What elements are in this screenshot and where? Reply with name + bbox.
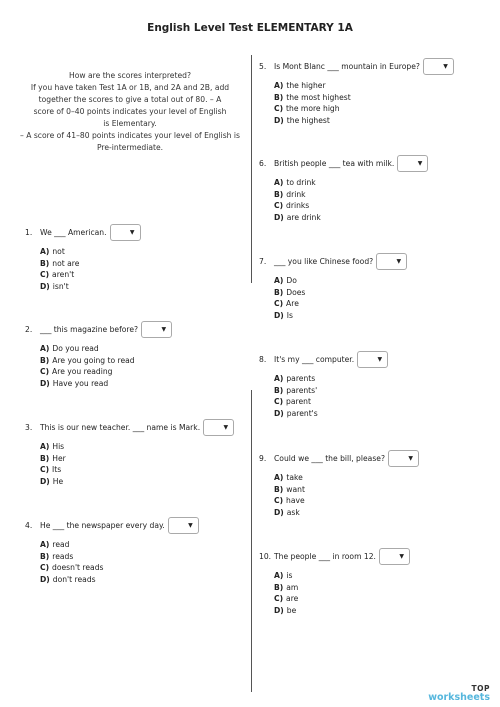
option-list <box>40 343 172 389</box>
option-c: C) the more high <box>274 104 340 113</box>
intro-line: – A score of 41–80 points indicates your level of English is <box>20 131 240 140</box>
question-number: 3. <box>25 422 33 432</box>
option-c: C) are <box>274 594 299 603</box>
option-c: C) parent <box>274 397 311 406</box>
chevron-down-icon: ▼ <box>399 552 404 560</box>
question-text: It's my ___ computer. <box>274 354 355 364</box>
chevron-down-icon: ▼ <box>377 355 383 363</box>
chevron-down-icon: ▼ <box>408 454 413 462</box>
answer-dropdown[interactable] <box>357 351 388 368</box>
option-d: D) are drink <box>274 212 321 222</box>
option-d: D) Is <box>274 310 293 320</box>
question-9 <box>259 450 419 518</box>
intro-line: together the scores to give a total out of 80. – A <box>38 95 222 104</box>
intro-line: How are the scores interpreted? <box>69 71 191 80</box>
answer-dropdown[interactable] <box>203 419 234 436</box>
option-a: A) the higher <box>274 81 326 90</box>
answer-dropdown[interactable] <box>376 253 407 270</box>
question-1 <box>25 224 141 292</box>
option-d: D) parent's <box>274 408 318 418</box>
chevron-down-icon: ▼ <box>129 228 135 236</box>
question-text: ___ this magazine before? <box>40 324 139 334</box>
question-6 <box>259 155 428 223</box>
question-text: British people ___ tea with milk. <box>274 158 395 168</box>
option-b: B) Her <box>40 453 66 463</box>
option-d: D) don't reads <box>40 574 96 584</box>
option-c: C) Are <box>274 299 299 308</box>
option-b: B) Are you going to read <box>40 355 135 365</box>
option-a: A) parents <box>274 374 316 383</box>
chevron-down-icon: ▼ <box>223 423 229 431</box>
option-c: C) drinks <box>274 201 310 210</box>
chevron-down-icon: ▼ <box>161 325 167 333</box>
intro-line: score of 0–40 points indicates your level of English <box>33 107 227 116</box>
page-title: English Level Test ELEMENTARY 1A <box>147 22 353 34</box>
question-10 <box>259 548 410 616</box>
question-text: He ___ the newspaper every day. <box>40 520 165 530</box>
option-a: A) take <box>274 473 303 482</box>
option-list <box>40 441 234 487</box>
column-divider-top <box>251 55 252 283</box>
question-text: Is Mont Blanc ___ mountain in Europe? <box>274 61 420 71</box>
option-c: C) aren't <box>40 270 75 279</box>
question-3 <box>25 419 234 487</box>
question-4 <box>25 517 199 585</box>
option-list <box>274 570 410 616</box>
option-b: B) Does <box>274 287 306 297</box>
option-d: D) Have you read <box>40 378 109 388</box>
option-c: C) have <box>274 496 305 505</box>
score-interpretation <box>12 70 248 154</box>
option-c: C) Are you reading <box>40 367 113 376</box>
option-d: D) He <box>40 476 64 486</box>
option-a: A) Do <box>274 276 297 285</box>
question-text: ___ you like Chinese food? <box>274 256 374 266</box>
option-a: A) not <box>40 247 65 256</box>
answer-dropdown[interactable] <box>397 155 428 172</box>
question-number: 7. <box>259 256 267 266</box>
column-divider-bottom <box>251 390 252 692</box>
intro-line: is Elementary. <box>103 119 157 128</box>
question-2 <box>25 321 172 389</box>
topworksheets-logo <box>428 684 490 702</box>
question-number: 4. <box>25 520 33 530</box>
chevron-down-icon: ▼ <box>443 62 448 70</box>
option-a: A) His <box>40 442 65 451</box>
chevron-down-icon: ▼ <box>417 159 423 167</box>
answer-dropdown[interactable] <box>423 58 454 75</box>
option-list <box>274 373 388 419</box>
option-b: B) not are <box>40 258 80 268</box>
question-text: This is our new teacher. ___ name is Mark. <box>40 422 201 432</box>
option-list <box>274 275 407 321</box>
option-a: A) to drink <box>274 178 316 187</box>
question-number: 2. <box>25 324 33 334</box>
option-list <box>274 472 419 518</box>
option-d: D) isn't <box>40 281 69 291</box>
answer-dropdown[interactable] <box>141 321 172 338</box>
answer-dropdown[interactable] <box>110 224 141 241</box>
option-a: A) is <box>274 571 293 580</box>
answer-dropdown[interactable] <box>168 517 199 534</box>
option-d: D) ask <box>274 507 300 517</box>
question-number: 6. <box>259 158 267 168</box>
option-b: B) the most highest <box>274 92 351 102</box>
option-d: D) be <box>274 605 297 615</box>
option-c: C) doesn't reads <box>40 563 104 572</box>
option-list <box>274 177 428 223</box>
question-7 <box>259 253 407 321</box>
answer-dropdown[interactable] <box>379 548 410 565</box>
question-8 <box>259 351 388 419</box>
question-number: 8. <box>259 354 267 364</box>
question-number: 1. <box>25 227 33 237</box>
logo-bottom-text: worksheets <box>428 692 490 703</box>
option-b: B) want <box>274 484 305 494</box>
option-list <box>40 246 141 292</box>
logo-top-text: TOP <box>471 684 490 693</box>
option-b: B) am <box>274 582 299 592</box>
option-a: A) Do you read <box>40 344 99 353</box>
intro-line: Pre-intermediate. <box>96 143 164 152</box>
option-list <box>274 80 454 126</box>
question-text: We ___ American. <box>40 227 107 237</box>
intro-line: If you have taken Test 1A or 1B, and 2A and 2B, add <box>30 83 230 92</box>
option-list <box>40 539 199 585</box>
chevron-down-icon: ▼ <box>396 257 402 265</box>
chevron-down-icon: ▼ <box>188 521 193 529</box>
question-5 <box>259 58 454 126</box>
question-text: The people ___ in room 12. <box>274 551 376 561</box>
question-number: 10. <box>259 551 272 561</box>
question-number: 9. <box>259 453 267 463</box>
question-text: Could we ___ the bill, please? <box>274 453 385 463</box>
option-a: A) read <box>40 540 70 549</box>
option-b: B) reads <box>40 551 74 561</box>
answer-dropdown[interactable] <box>388 450 419 467</box>
option-c: C) Its <box>40 465 62 474</box>
option-b: B) drink <box>274 189 306 199</box>
option-d: D) the highest <box>274 115 330 125</box>
question-number: 5. <box>259 61 267 71</box>
option-b: B) parents' <box>274 385 318 395</box>
